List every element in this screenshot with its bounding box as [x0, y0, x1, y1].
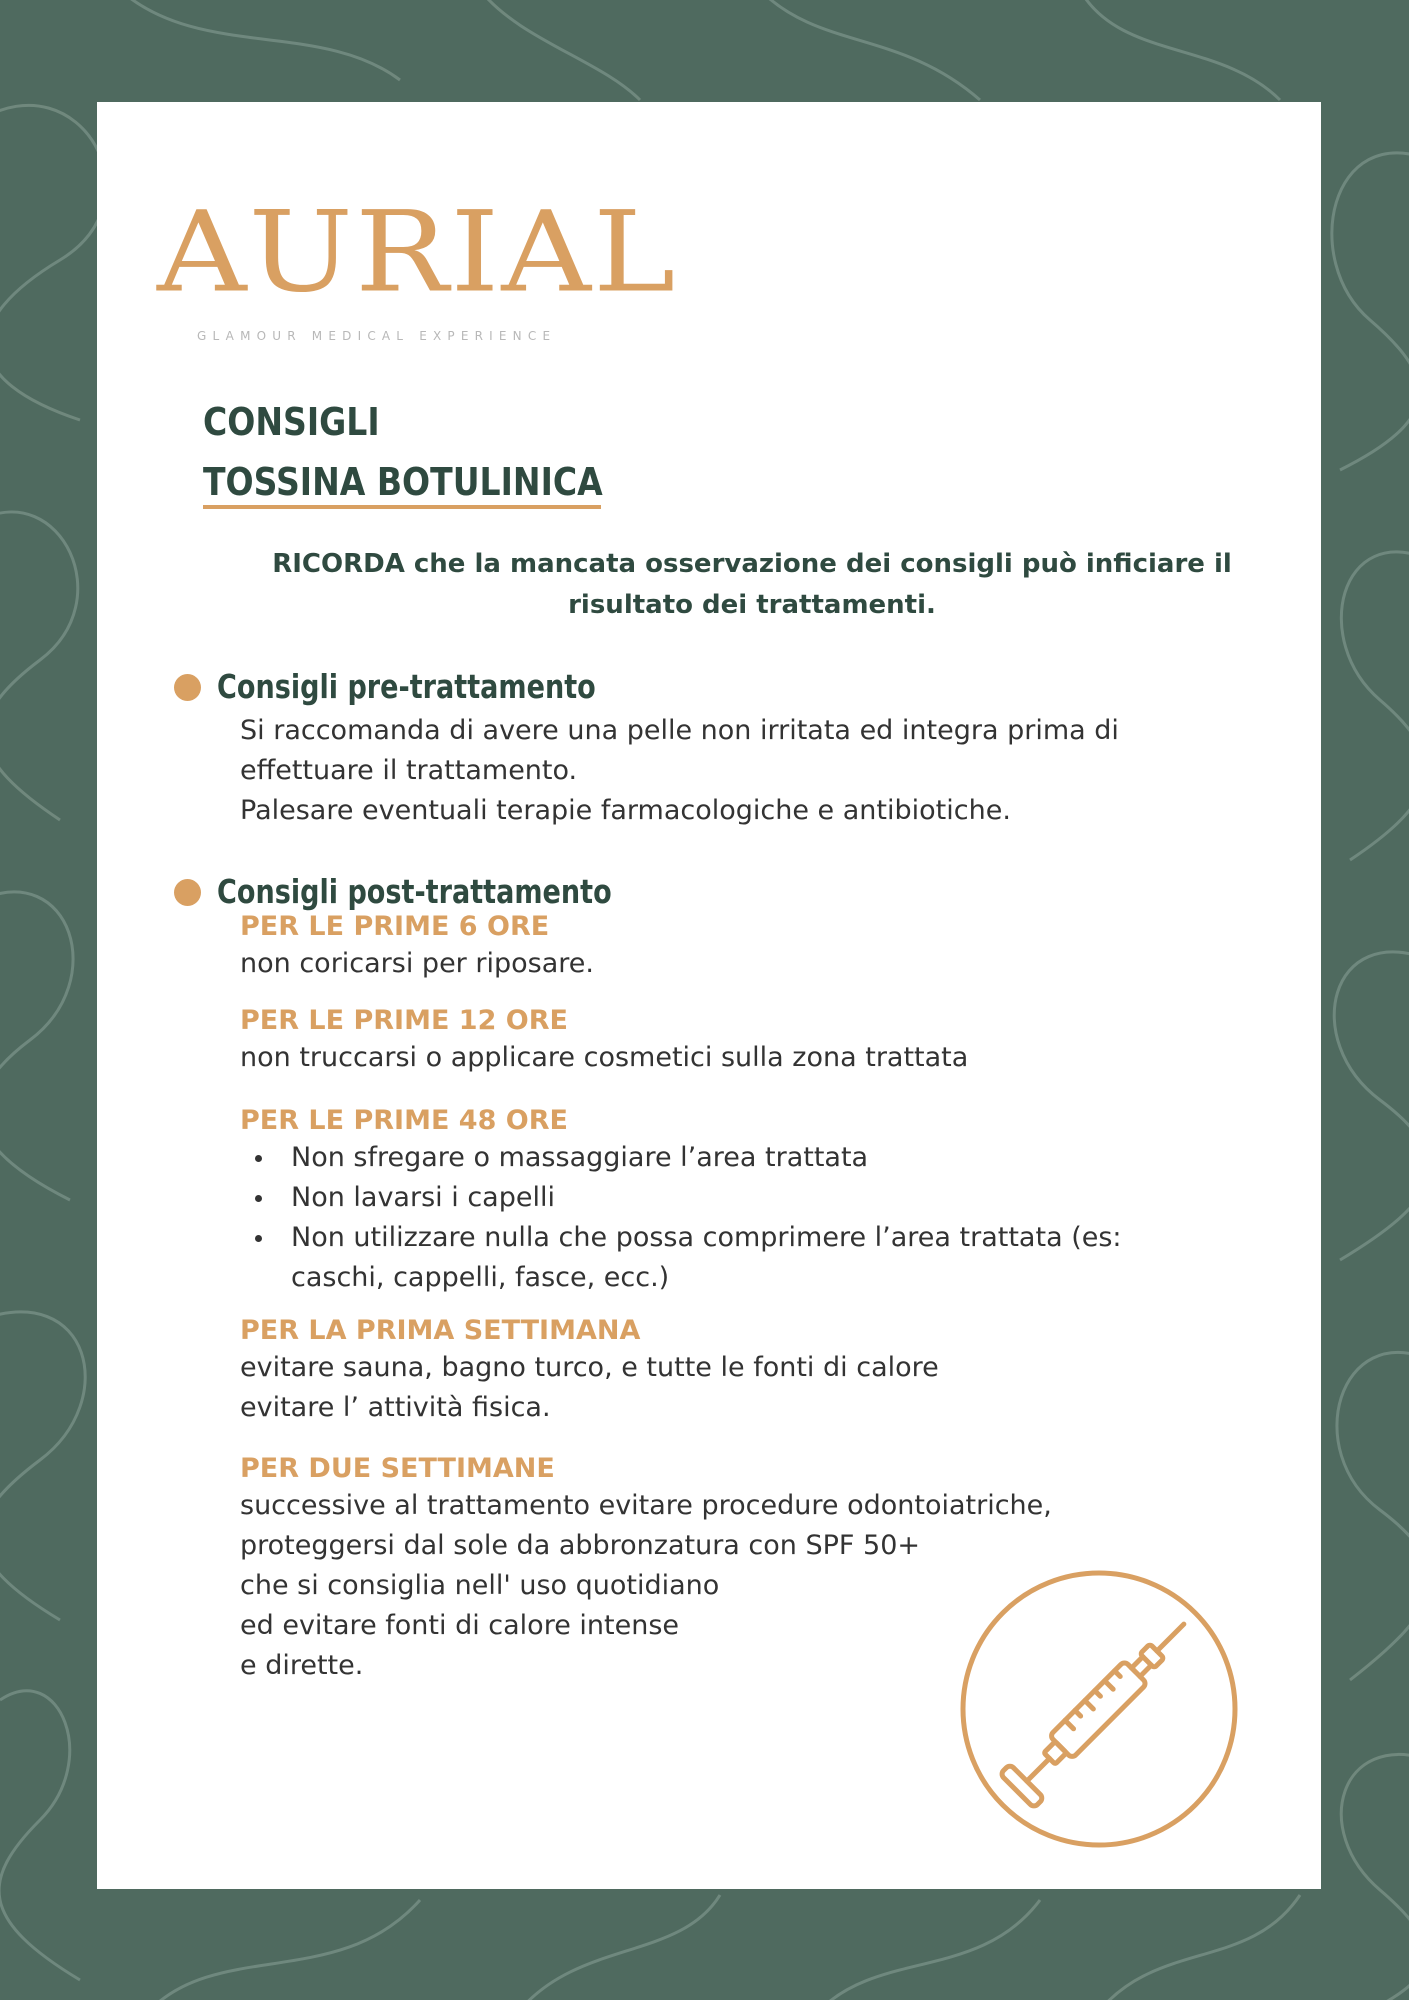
- list-item: Non sfregare o massaggiare l’area trattata: [240, 1138, 1274, 1178]
- circle-bullet-icon: [174, 879, 201, 906]
- two-weeks-line: ed evitare fonti di calore intense: [240, 1610, 680, 1641]
- title-underline: [203, 505, 601, 509]
- list-item: Non utilizzare nulla che possa comprimere l’area trattata (es: caschi, cappelli, fasce, ecc.): [240, 1218, 1274, 1298]
- aurial-logo: [157, 188, 678, 343]
- first-week-line: evitare sauna, bagno turco, e tutte le fonti di calore: [240, 1352, 939, 1383]
- brand-name: AURIAL: [157, 188, 678, 318]
- content-card: [97, 102, 1321, 1889]
- reminder-text: RICORDA che la mancata osservazione dei consigli può inficiare il risultato dei trattamenti.: [272, 549, 1232, 620]
- pre-line: Si raccomanda di avere una pelle non irritata ed integra prima di: [240, 715, 1119, 746]
- title-line-2: TOSSINA BOTULINICA: [203, 460, 603, 504]
- first-week-label: PER LA PRIMA SETTIMANA: [240, 1315, 641, 1346]
- first-6-hours-text: non coricarsi per riposare.: [240, 948, 594, 979]
- two-weeks-line: e dirette.: [240, 1650, 364, 1681]
- page-title: [203, 392, 662, 512]
- two-weeks-line: successive al trattamento evitare procedure odontoiatriche,: [240, 1490, 1052, 1521]
- pre-treatment-section: [174, 665, 1274, 831]
- pre-treatment-heading: Consigli pre-trattamento: [217, 667, 596, 706]
- title-line-1: CONSIGLI: [203, 400, 380, 444]
- pre-line: effettuare il trattamento.: [240, 755, 578, 786]
- list-item: Non lavarsi i capelli: [240, 1178, 1274, 1218]
- post-treatment-section: [174, 870, 1274, 1686]
- pre-line: Palesare eventuali terapie farmacologiche e antibiotiche.: [240, 795, 1011, 826]
- first-48-hours-list: [240, 1138, 1274, 1298]
- circle-bullet-icon: [174, 674, 201, 701]
- first-48-hours-label: PER LE PRIME 48 ORE: [240, 1105, 568, 1136]
- syringe-icon: [957, 1567, 1242, 1852]
- first-6-hours-label: PER LE PRIME 6 ORE: [240, 911, 550, 942]
- bullet-dot-icon: [255, 1235, 262, 1242]
- post-treatment-heading: Consigli post-trattamento: [217, 872, 612, 911]
- first-week-line: evitare l’ attività fisica.: [240, 1392, 551, 1423]
- brand-tagline: GLAMOUR MEDICAL EXPERIENCE: [197, 329, 557, 343]
- two-weeks-label: PER DUE SETTIMANE: [240, 1453, 555, 1484]
- bullet-dot-icon: [255, 1195, 262, 1202]
- first-12-hours-label: PER LE PRIME 12 ORE: [240, 1005, 568, 1036]
- first-12-hours-text: non truccarsi o applicare cosmetici sulla zona trattata: [240, 1042, 969, 1073]
- two-weeks-line: che si consiglia nell' uso quotidiano: [240, 1570, 720, 1601]
- two-weeks-line: proteggersi dal sole da abbronzatura con SPF 50+: [240, 1530, 920, 1561]
- bullet-dot-icon: [255, 1155, 262, 1162]
